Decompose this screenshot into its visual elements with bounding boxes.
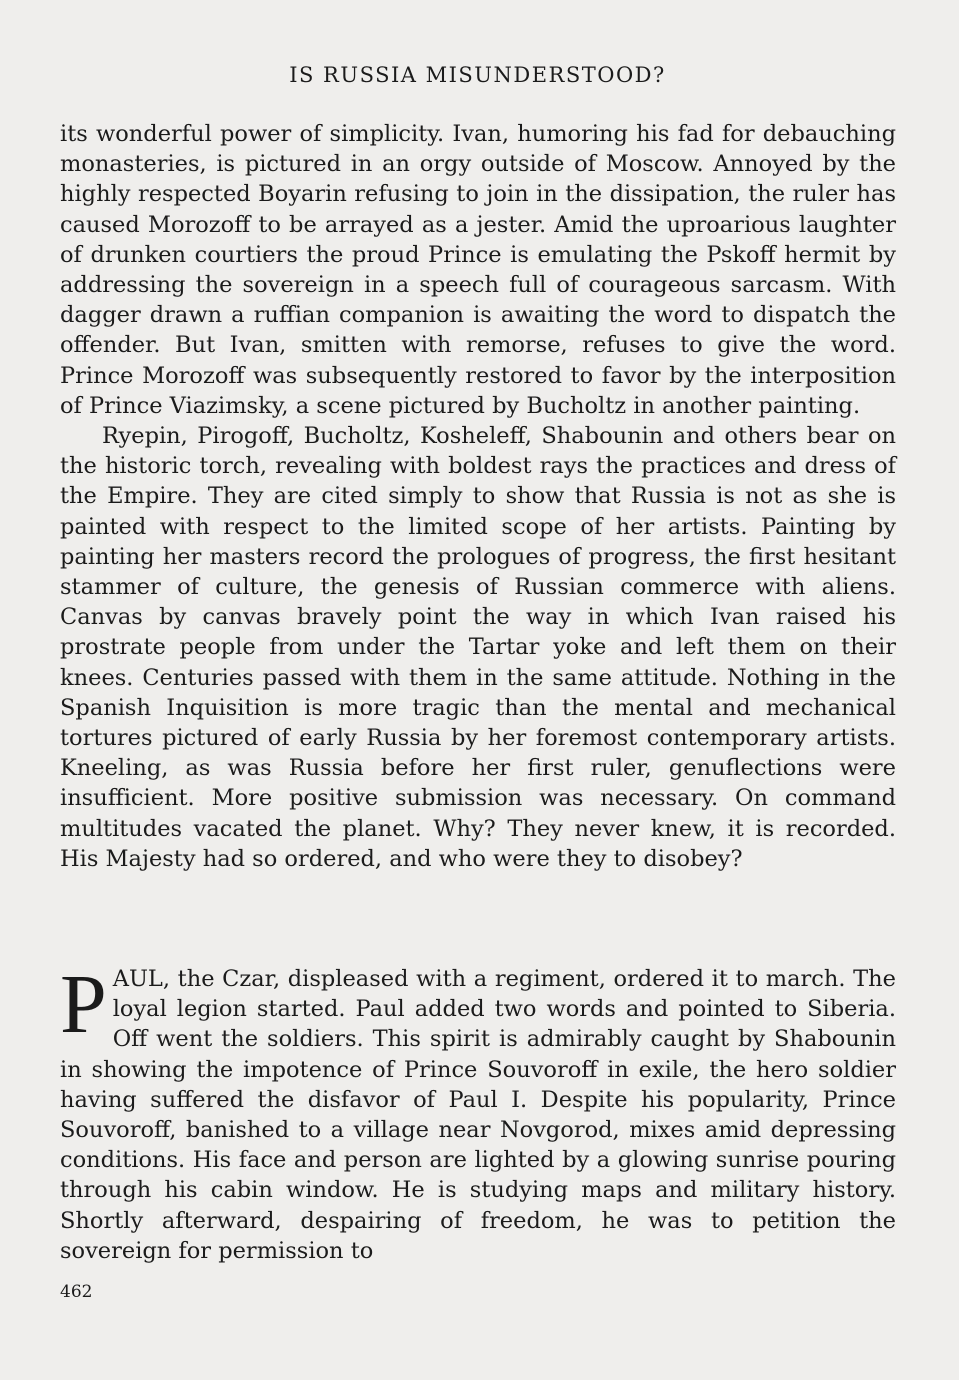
paragraph-continuation: its wonderful power of simplicity. Ivan, humoring his fad for debauching monasteries, is pictured in an orgy outside of Moscow. Annoyed by the highly respected Boyarin refusing to join in the dissipation, the ruler has caused Morozoff to be arrayed as a jester. Amid the uproarious laughter of drunken courtiers the proud Prince is emulating the Pskoff hermit by addressing the sovereign in a speech full of courageous sarcasm. With dagger drawn a ruffian companion is awaiting the word to dispatch the offender. But Ivan, smitten with remorse, refuses to give the word. Prince Morozoff was subsequently restored to favor by the interposition of Prince Viazimsky, a scene pictured by Bucholtz in another painting. bbox=[60, 121, 896, 419]
drop-cap-initial: P bbox=[60, 958, 107, 1051]
text-section-1 bbox=[60, 119, 896, 874]
page-number: 462 bbox=[60, 1282, 93, 1302]
paragraph-artists: Ryepin, Pirogoff, Bucholtz, Kosheleff, Shabounin and others bear on the historic torch, revealing with boldest rays the practices and dress of the Empire. They are cited simply to show that Russia is not as she is painted with respect to the limited scope of her artists. Painting by painting her masters record the prologues of progress, the first hesitant stammer of culture, the genesis of Russian commerce with aliens. Canvas by canvas bravely point the way in which Ivan raised his prostrate people from under the Tartar yoke and left them on their knees. Centuries passed with them in the same attitude. Nothing in the Spanish Inquisition is more tragic than the mental and mechanical tortures pictured of early Russia by her foremost contemporary artists. Kneeling, as was Russia before her first ruler, genuflections were insufficient. More positive submission was necessary. On command multitudes vacated the planet. Why? They never knew, it is recorded. His Majesty had so ordered, and who were they to disobey? bbox=[60, 423, 896, 872]
paragraph-body: the Czar, displeased with a regiment, ordered it to march. The loyal legion started. Paul added two words and pointed to Siberia. Off went the soldiers. This spirit is admirably caught by Shabounin in showing the impotence of Prince Souvoroff in exile, the hero soldier having suffered the disfavor of Paul I. Despite his popularity, Prince Souvoroff, banished to a village near Novgorod, mixes amid depressing conditions. His face and person are lighted by a glowing sunrise pouring through his cabin window. He is studying maps and military history. Shortly afterward, despairing of freedom, he was to petition the sovereign for permission to bbox=[60, 966, 896, 1264]
paragraph-paul-the-czar bbox=[60, 958, 896, 1266]
opening-small-caps: AUL, bbox=[112, 966, 171, 992]
text-section-2 bbox=[60, 958, 896, 1266]
running-header: IS RUSSIA MISUNDERSTOOD? bbox=[289, 63, 666, 87]
